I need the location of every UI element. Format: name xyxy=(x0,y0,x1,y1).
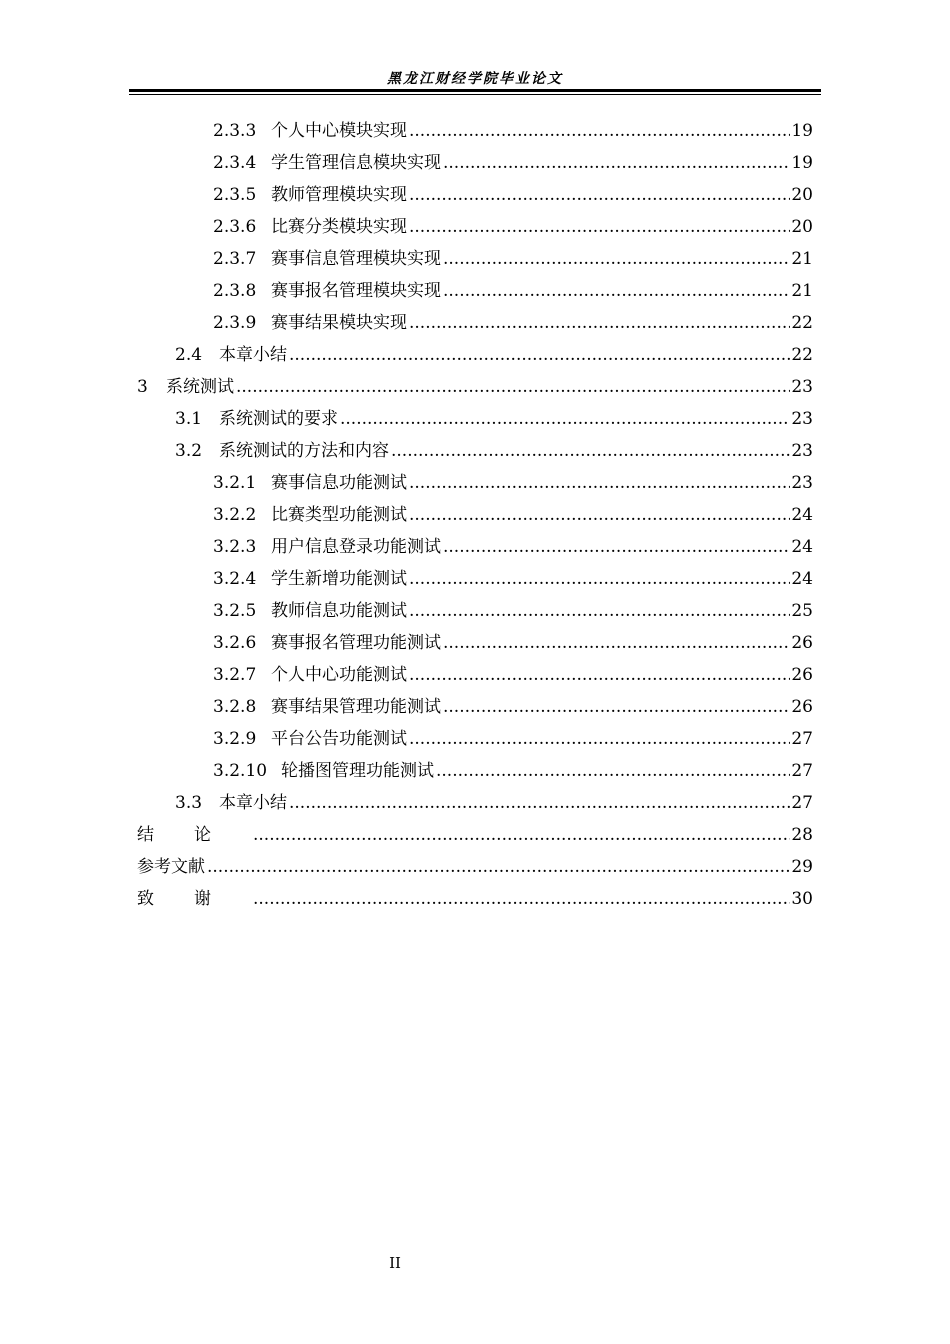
toc-entry[interactable] xyxy=(0,627,813,659)
toc-leader-dots xyxy=(436,755,790,787)
toc-entry-page: 27 xyxy=(791,761,813,781)
toc-leader-dots xyxy=(409,467,790,499)
toc-entry-title: 教师信息功能测试 xyxy=(271,601,407,621)
toc-entry-label xyxy=(213,211,407,243)
toc-entry-title: 本章小结 xyxy=(219,793,287,813)
toc-entry-label xyxy=(213,243,441,275)
toc-entry[interactable] xyxy=(0,851,813,883)
toc-entry-title: 教师管理模块实现 xyxy=(271,185,407,205)
toc-leader-dots xyxy=(409,659,790,691)
toc-entry-number: 3.3 xyxy=(175,793,203,813)
toc-leader-dots xyxy=(409,179,790,211)
toc-entry-page: 19 xyxy=(791,121,813,141)
toc-leader-dots xyxy=(409,595,790,627)
toc-entry-title: 赛事结果模块实现 xyxy=(271,313,407,333)
toc-entry[interactable] xyxy=(0,723,813,755)
toc-entry-title: 个人中心功能测试 xyxy=(271,665,407,685)
toc-entry-page: 26 xyxy=(791,665,813,685)
toc-entry-number: 2.3.5 xyxy=(213,185,257,205)
toc-entry-number: 3.2.10 xyxy=(213,761,268,781)
toc-entry-label xyxy=(213,499,407,531)
toc-entry-label xyxy=(213,275,441,307)
toc-entry-label xyxy=(137,883,251,915)
toc-entry-number: 3.2.8 xyxy=(213,697,257,717)
toc-leader-dots xyxy=(391,435,790,467)
toc-entry-title: 系统测试 xyxy=(166,377,234,397)
toc-entry-page: 23 xyxy=(791,377,813,397)
toc-entry-title: 赛事结果管理功能测试 xyxy=(271,697,441,717)
header-rule-thin xyxy=(129,94,821,95)
toc-entry[interactable] xyxy=(0,659,813,691)
toc-entry-title: 结论 xyxy=(137,825,251,845)
toc-leader-dots xyxy=(236,371,790,403)
toc-entry-label xyxy=(175,435,389,467)
toc-entry-number: 2.3.7 xyxy=(213,249,257,269)
toc-entry-label xyxy=(213,467,407,499)
toc-leader-dots xyxy=(409,115,790,147)
toc-entry[interactable] xyxy=(0,115,813,147)
toc-entry[interactable] xyxy=(0,275,813,307)
toc-entry[interactable] xyxy=(0,435,813,467)
toc-entry-title: 赛事报名管理模块实现 xyxy=(271,281,441,301)
toc-entry-page: 23 xyxy=(791,473,813,493)
toc-entry-title: 赛事信息功能测试 xyxy=(271,473,407,493)
toc-leader-dots xyxy=(289,787,790,819)
toc-entry-label xyxy=(175,787,287,819)
toc-entry-title: 学生新增功能测试 xyxy=(271,569,407,589)
toc-leader-dots xyxy=(253,883,790,915)
toc-entry-page: 22 xyxy=(791,345,813,365)
toc-entry-label xyxy=(213,563,407,595)
toc-entry-title: 系统测试的要求 xyxy=(219,409,338,429)
toc-leader-dots xyxy=(409,307,790,339)
toc-entry-number: 3.2.4 xyxy=(213,569,257,589)
toc-entry-label xyxy=(213,627,441,659)
toc-entry-title: 赛事信息管理模块实现 xyxy=(271,249,441,269)
toc-entry-number: 3.2.2 xyxy=(213,505,257,525)
toc-leader-dots xyxy=(443,531,790,563)
toc-entry-page: 20 xyxy=(791,217,813,237)
toc-entry[interactable] xyxy=(0,691,813,723)
toc-entry-number: 2.4 xyxy=(175,345,203,365)
toc-leader-dots xyxy=(409,723,790,755)
toc-entry-title: 本章小结 xyxy=(219,345,287,365)
toc-entry-page: 21 xyxy=(791,281,813,301)
toc-entry-page: 28 xyxy=(791,825,813,845)
toc-entry-number: 3.2 xyxy=(175,441,203,461)
toc-entry-number: 3.1 xyxy=(175,409,203,429)
toc-entry-number: 3.2.1 xyxy=(213,473,257,493)
toc-entry-label xyxy=(137,851,205,883)
toc-entry[interactable] xyxy=(0,499,813,531)
toc-entry-number: 2.3.8 xyxy=(213,281,257,301)
toc-entry-title: 参考文献 xyxy=(137,857,205,877)
toc-entry[interactable] xyxy=(0,179,813,211)
toc-leader-dots xyxy=(207,851,790,883)
toc-entry-title: 比赛分类模块实现 xyxy=(271,217,407,237)
toc-leader-dots xyxy=(443,147,790,179)
toc-leader-dots xyxy=(409,499,790,531)
toc-entry-label xyxy=(137,819,251,851)
toc-entry-page: 27 xyxy=(791,729,813,749)
running-header: 黑龙江财经学院毕业论文 xyxy=(387,71,563,87)
toc-entry-page: 22 xyxy=(791,313,813,333)
toc-entry[interactable] xyxy=(0,563,813,595)
toc-entry-title: 轮播图管理功能测试 xyxy=(281,761,434,781)
toc-entry-page: 23 xyxy=(791,441,813,461)
toc-entry-label xyxy=(213,307,407,339)
toc-entry-label xyxy=(213,531,441,563)
toc-leader-dots xyxy=(409,563,790,595)
toc-entry-label xyxy=(175,403,338,435)
toc-entry-page: 23 xyxy=(791,409,813,429)
toc-entry-title: 平台公告功能测试 xyxy=(271,729,407,749)
toc-leader-dots xyxy=(443,627,790,659)
toc-entry[interactable] xyxy=(0,371,813,403)
toc-entry[interactable] xyxy=(0,147,813,179)
toc-entry-page: 24 xyxy=(791,537,813,557)
toc-leader-dots xyxy=(443,275,790,307)
toc-leader-dots xyxy=(289,339,790,371)
toc-entry-page: 19 xyxy=(791,153,813,173)
toc-entry-title: 学生管理信息模块实现 xyxy=(271,153,441,173)
toc-entry-label xyxy=(213,691,441,723)
toc-entry-title: 用户信息登录功能测试 xyxy=(271,537,441,557)
toc-entry-label xyxy=(213,659,407,691)
toc-entry[interactable] xyxy=(0,243,813,275)
table-of-contents xyxy=(0,115,950,915)
toc-entry-number: 2.3.4 xyxy=(213,153,257,173)
toc-entry[interactable] xyxy=(0,467,813,499)
toc-entry-label xyxy=(213,115,407,147)
toc-entry-page: 25 xyxy=(791,601,813,621)
toc-entry[interactable] xyxy=(0,755,813,787)
toc-entry-label xyxy=(213,179,407,211)
toc-entry-number: 2.3.3 xyxy=(213,121,257,141)
toc-entry-number: 2.3.6 xyxy=(213,217,257,237)
toc-entry[interactable] xyxy=(0,339,813,371)
toc-entry[interactable] xyxy=(0,819,813,851)
toc-leader-dots xyxy=(340,403,790,435)
toc-entry-number: 3.2.6 xyxy=(213,633,257,653)
toc-entry-page: 29 xyxy=(791,857,813,877)
toc-entry-page: 26 xyxy=(791,633,813,653)
toc-entry[interactable] xyxy=(0,531,813,563)
page-number: II xyxy=(389,1254,401,1272)
toc-entry-title: 个人中心模块实现 xyxy=(271,121,407,141)
toc-entry-number: 3.2.9 xyxy=(213,729,257,749)
toc-entry-page: 27 xyxy=(791,793,813,813)
toc-entry-page: 24 xyxy=(791,569,813,589)
toc-entry-label xyxy=(213,755,434,787)
toc-entry-title: 致谢 xyxy=(137,889,251,909)
toc-entry[interactable] xyxy=(0,307,813,339)
toc-entry[interactable] xyxy=(0,787,813,819)
toc-entry-page: 24 xyxy=(791,505,813,525)
toc-entry-number: 3.2.7 xyxy=(213,665,257,685)
toc-leader-dots xyxy=(443,691,790,723)
toc-entry-title: 赛事报名管理功能测试 xyxy=(271,633,441,653)
toc-entry-number: 3.2.3 xyxy=(213,537,257,557)
toc-entry-label xyxy=(213,595,407,627)
toc-entry-label xyxy=(175,339,287,371)
toc-entry-number: 3.2.5 xyxy=(213,601,257,621)
toc-entry-page: 20 xyxy=(791,185,813,205)
toc-leader-dots xyxy=(253,819,790,851)
toc-entry-number: 3 xyxy=(137,377,148,397)
toc-entry-label xyxy=(213,147,441,179)
toc-entry-number: 2.3.9 xyxy=(213,313,257,333)
toc-entry-title: 系统测试的方法和内容 xyxy=(219,441,389,461)
toc-entry[interactable] xyxy=(0,595,813,627)
header-rule-thick xyxy=(129,89,821,92)
toc-leader-dots xyxy=(409,211,790,243)
toc-entry[interactable] xyxy=(0,883,813,915)
toc-entry[interactable] xyxy=(0,211,813,243)
toc-entry[interactable] xyxy=(0,403,813,435)
toc-entry-page: 21 xyxy=(791,249,813,269)
toc-entry-page: 30 xyxy=(791,889,813,909)
toc-entry-title: 比赛类型功能测试 xyxy=(271,505,407,525)
toc-entry-page: 26 xyxy=(791,697,813,717)
toc-leader-dots xyxy=(443,243,790,275)
toc-entry-label xyxy=(137,371,234,403)
toc-entry-label xyxy=(213,723,407,755)
